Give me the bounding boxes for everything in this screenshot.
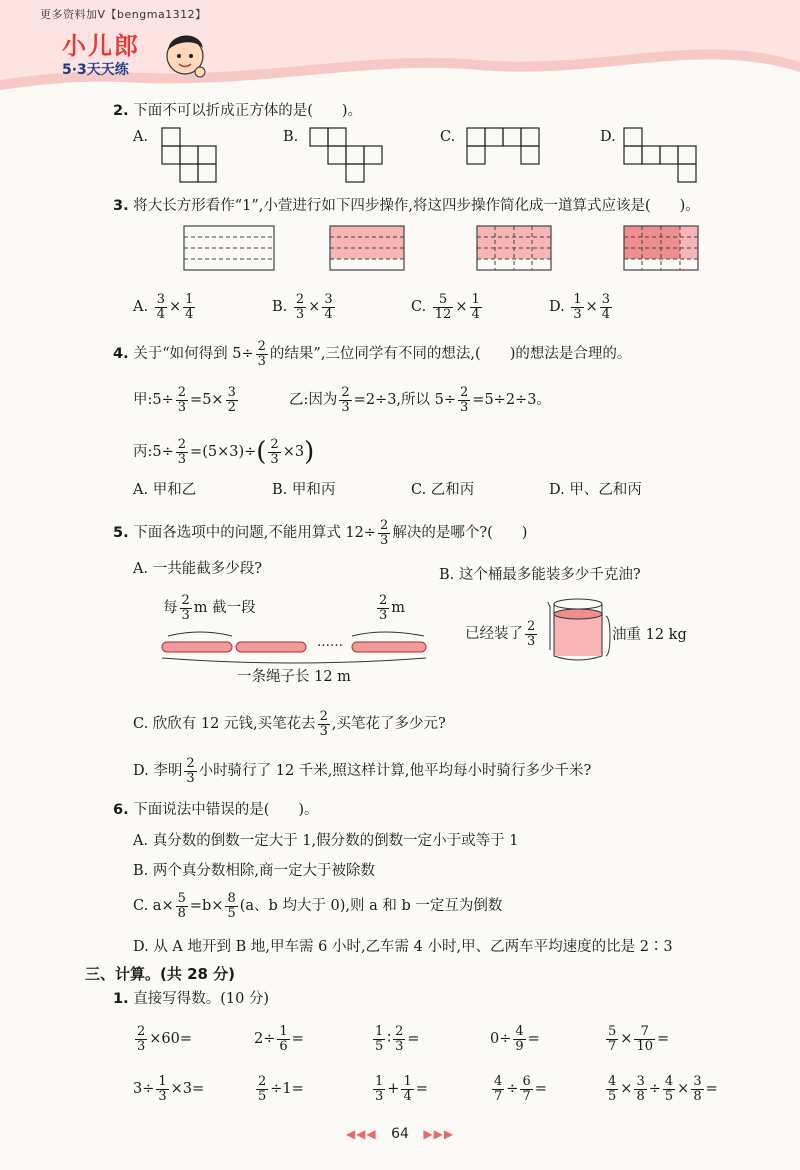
fraction: $\frac{1}{3}$ — [573, 292, 582, 322]
fraction: $\frac{3}{8}$ — [693, 1074, 702, 1104]
brand-name: 小儿郎 — [62, 32, 140, 60]
calc-r1c5: $\frac{5}{7}$ × $\frac{7}{10}$ = — [608, 1024, 670, 1054]
q3-rectangles — [0, 224, 800, 280]
calc-r1c4: 0÷ $\frac{4}{9}$ = — [490, 1024, 540, 1054]
q5-a-each-label: 每 $\frac{2}{3}$ m 截一段 — [163, 593, 256, 623]
q6-option-a: A. 真分数的倒数一定大于 1,假分数的倒数一定小于或等于 1 — [133, 833, 519, 849]
fraction: $\frac{2}{3}$ — [177, 437, 187, 467]
brand-subtitle: 5·3天天练 — [62, 62, 129, 78]
fraction: $\frac{2}{3}$ — [380, 518, 389, 548]
fraction: $\frac{7}{10}$ — [636, 1024, 653, 1054]
q5-option-a: A. 一共能截多少段? — [133, 561, 262, 577]
q3-option-c: C. $\frac{5}{12}$ × $\frac{1}{4}$ — [411, 292, 480, 322]
section-3-sub: 1. 直接写得数。(10 分) — [113, 991, 270, 1007]
q5-b-left-label: 已经装了 $\frac{2}{3}$ — [465, 619, 536, 649]
q4-option-b: B. 甲和丙 — [272, 482, 336, 498]
fraction: $\frac{3}{8}$ — [636, 1074, 645, 1104]
fraction: $\frac{4}{5}$ — [608, 1074, 617, 1104]
fraction: $\frac{6}{7}$ — [522, 1074, 531, 1104]
fraction: $\frac{2}{3}$ — [460, 385, 469, 415]
section-3-title: 三、计算。(共 28 分) — [85, 965, 236, 983]
fraction: $\frac{3}{4}$ — [324, 292, 333, 322]
fraction: $\frac{2}{3}$ — [257, 339, 266, 369]
question-6: 6. 下面说法中错误的是( )。 — [113, 802, 319, 818]
calc-r2c2: $\frac{2}{5}$ ÷1= — [258, 1074, 304, 1104]
question-2: 2. 下面不可以折成正方体的是( )。 — [113, 103, 363, 119]
q6-option-b: B. 两个真分数相除,商一定大于被除数 — [133, 863, 375, 879]
q3-option-d: D. $\frac{1}{3}$ × $\frac{3}{4}$ — [549, 292, 611, 322]
net-a — [162, 128, 216, 182]
brand-logo — [62, 26, 140, 79]
calc-r1c2: 2÷ $\frac{1}{6}$ = — [254, 1024, 304, 1054]
net-c — [467, 128, 539, 164]
q5-option-b: B. 这个桶最多能装多少千克油? — [439, 567, 641, 583]
fraction: $\frac{2}{3}$ — [295, 292, 305, 322]
fraction: $\frac{2}{3}$ — [319, 709, 328, 739]
rect-step-1 — [184, 226, 274, 270]
fraction: $\frac{2}{3}$ — [395, 1024, 404, 1054]
fraction: $\frac{3}{4}$ — [156, 292, 165, 322]
fraction: $\frac{2}{3}$ — [527, 619, 536, 649]
left-arrows-icon: ◀◀◀ — [345, 1127, 377, 1141]
page-number: 64 — [391, 1126, 409, 1142]
calc-r1c3: $\frac{1}{5}$ ∶ $\frac{2}{3}$ = — [375, 1024, 420, 1054]
fraction: $\frac{3}{2}$ — [227, 385, 236, 415]
q3-option-b: B. $\frac{2}{3}$ × $\frac{3}{4}$ — [272, 292, 333, 322]
q5-option-d: D. 李明 $\frac{2}{3}$ 小时骑行了 12 千米,照这样计算,他平均每小时骑行多少千米? — [133, 756, 592, 786]
fraction: $\frac{3}{4}$ — [601, 292, 611, 322]
q2-option-a-label: A. — [133, 129, 149, 145]
q5-a-unit-label: $\frac{2}{3}$ m — [379, 593, 406, 623]
calc-r2c3: $\frac{1}{3}$ + $\frac{1}{4}$ = — [375, 1074, 428, 1104]
net-d — [624, 128, 696, 182]
fraction: $\frac{1}{6}$ — [279, 1024, 288, 1054]
q2-option-b-label: B. — [283, 129, 299, 145]
rect-step-4 — [624, 226, 698, 270]
page-footer — [0, 1126, 800, 1142]
right-arrows-icon: ▶▶▶ — [423, 1127, 455, 1141]
fraction: $\frac{5}{7}$ — [608, 1024, 617, 1054]
calc-r1c1: $\frac{2}{3}$ ×60= — [137, 1024, 193, 1054]
question-3: 3. 将大长方形看作“1”,小萱进行如下四步操作,将这四步操作简化成一道算式应该是( )。 — [113, 198, 700, 214]
fraction: $\frac{1}{4}$ — [471, 292, 480, 322]
calc-r2c4: $\frac{4}{7}$ ÷ $\frac{6}{7}$ = — [494, 1074, 547, 1104]
fraction: $\frac{1}{5}$ — [375, 1024, 384, 1054]
fraction: $\frac{4}{9}$ — [515, 1024, 524, 1054]
fraction: $\frac{4}{7}$ — [494, 1074, 503, 1104]
q4-bing: 丙:5÷ $\frac{2}{3}$ =(5×3)÷( $\frac{2}{3}$ ×3) — [133, 437, 315, 468]
net-b — [310, 128, 382, 182]
q5-b-right-label: 油重 12 kg — [612, 627, 687, 643]
q4-option-d: D. 甲、乙和丙 — [549, 482, 642, 498]
fraction: $\frac{2}{3}$ — [186, 756, 195, 786]
rope-length-label: 一条绳子长 12 m — [237, 669, 351, 685]
rope-dots: …… — [317, 635, 343, 650]
question-4: 4. 关于“如何得到 5÷ $\frac{2}{3}$ 的结果”,三位同学有不同的想法,( )的想法是合理的。 — [113, 339, 632, 369]
question-3-text: 将大长方形看作“1”,小萱进行如下四步操作,将这四步操作简化成一道算式应该是( )。 — [133, 198, 700, 214]
fraction: $\frac{2}{5}$ — [258, 1074, 267, 1104]
rope-segments — [162, 642, 426, 652]
fraction: $\frac{8}{5}$ — [227, 891, 236, 921]
question-2-text: 下面不可以折成正方体的是( )。 — [133, 103, 363, 119]
fraction: $\frac{1}{4}$ — [403, 1074, 412, 1104]
rect-step-3 — [477, 226, 551, 270]
mascot-icon — [160, 26, 210, 86]
q2-option-d-label: D. — [600, 129, 616, 145]
q4-jia: 甲:5÷ $\frac{2}{3}$ =5× $\frac{3}{2}$ — [133, 385, 236, 415]
fraction: $\frac{2}{3}$ — [137, 1024, 146, 1054]
question-5: 5. 下面各选项中的问题,不能用算式 12÷ $\frac{2}{3}$ 解决的是哪个?( ) — [113, 518, 528, 548]
page-header — [0, 0, 800, 92]
fraction: $\frac{2}{3}$ — [270, 437, 279, 467]
q5-option-c: C. 欣欣有 12 元钱,买笔花去 $\frac{2}{3}$ ,买笔花了多少元? — [133, 709, 446, 739]
calc-r2c5: $\frac{4}{5}$ × $\frac{3}{8}$ ÷ $\frac{4}{5}$ × $\frac{3}{8}$ = — [608, 1074, 718, 1104]
fraction: $\frac{5}{8}$ — [177, 891, 186, 921]
fraction: $\frac{4}{5}$ — [664, 1074, 674, 1104]
fraction: $\frac{2}{3}$ — [341, 385, 350, 415]
fraction: $\frac{1}{3}$ — [158, 1074, 167, 1104]
q4-option-c: C. 乙和丙 — [411, 482, 475, 498]
rect-step-2 — [330, 226, 404, 270]
fraction: $\frac{1}{3}$ — [375, 1074, 384, 1104]
q2-option-c-label: C. — [440, 129, 456, 145]
q4-option-a: A. 甲和乙 — [133, 482, 197, 498]
q6-option-d: D. 从 A 地开到 B 地,甲车需 6 小时,乙车需 4 小时,甲、乙两车平均速度的比是 2∶3 — [133, 939, 673, 955]
top-note: 更多资料加V【bengma1312】 — [40, 8, 207, 21]
calc-r2c1: 3÷ $\frac{1}{3}$ ×3= — [133, 1074, 205, 1104]
fraction: $\frac{2}{3}$ — [181, 593, 190, 623]
fraction: $\frac{2}{3}$ — [177, 385, 187, 415]
q3-option-a: A. $\frac{3}{4}$ × $\frac{1}{4}$ — [133, 292, 194, 322]
q4-yi: 乙:因为 $\frac{2}{3}$ =2÷3,所以 5÷ $\frac{2}{3}$ =5÷2÷3。 — [289, 385, 551, 415]
rope-diagram — [160, 628, 460, 668]
fraction: $\frac{2}{3}$ — [379, 593, 388, 623]
q6-option-c: C. a× $\frac{5}{8}$ =b× $\frac{8}{5}$ (a、b 均大于 0),则 a 和 b 一定互为倒数 — [133, 891, 503, 921]
q2-cube-nets — [0, 126, 800, 196]
fraction: $\frac{5}{12}$ — [434, 292, 452, 322]
fraction: $\frac{1}{4}$ — [185, 292, 194, 322]
